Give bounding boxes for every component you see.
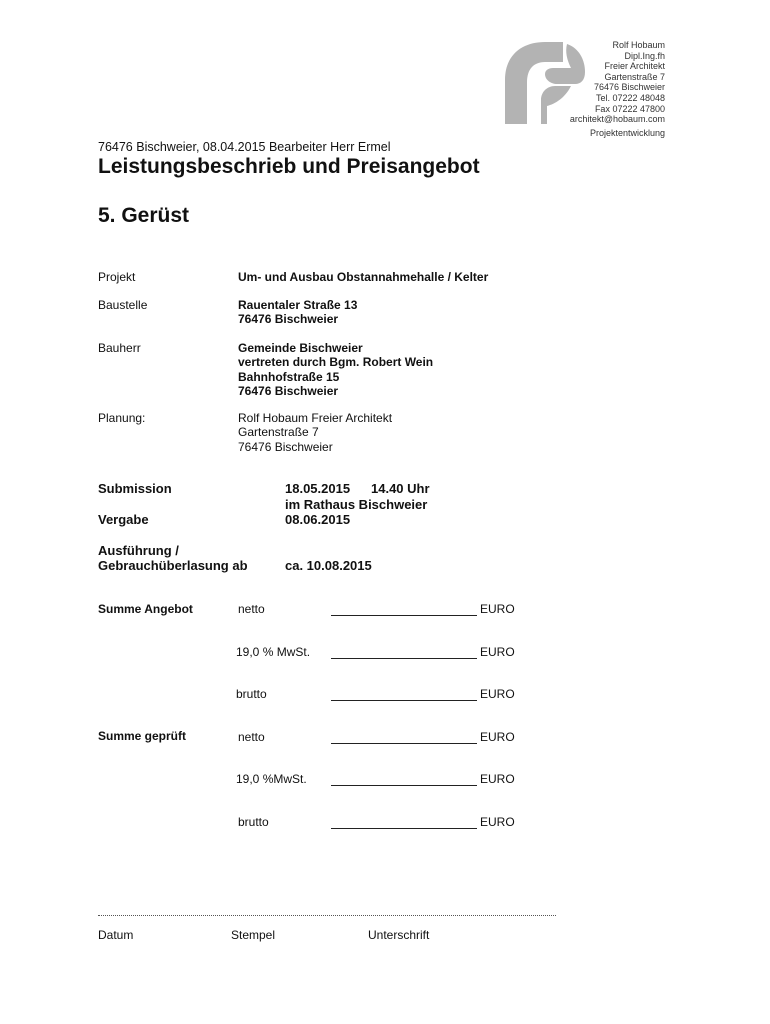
projekt-value: Um- und Ausbau Obstannahmehalle / Kelter (238, 270, 489, 284)
letterhead-line: Gartenstraße 7 (604, 71, 665, 82)
vergabe-date: 08.06.2015 (285, 512, 351, 527)
planung-label: Planung: (98, 411, 146, 425)
planung-line: 76476 Bischweier (238, 439, 333, 454)
baustelle-line: Rauentaler Straße 13 (238, 298, 358, 312)
angebot-netto-currency: EURO (480, 602, 515, 616)
datum-label: Datum (98, 928, 134, 942)
letterhead-line: Dipl.Ing.fh (624, 50, 665, 61)
projekt-label: Projekt (98, 270, 136, 284)
letterhead-line: Freier Architekt (604, 61, 665, 72)
angebot-mwst-currency: EURO (480, 645, 515, 659)
angebot-mwst-label: 19,0 % MwSt. (236, 645, 311, 659)
bauherr-value (238, 341, 433, 398)
bauherr-line: Bahnhofstraße 15 (238, 369, 340, 384)
bauherr-line: 76476 Bischweier (238, 383, 339, 398)
unterschrift-label: Unterschrift (368, 928, 430, 942)
vergabe-label: Vergabe (98, 512, 149, 527)
geprueft-netto-label: netto (238, 730, 265, 744)
bauherr-line: Gemeinde Bischweier (238, 341, 363, 355)
ausfuehrung-label: Ausführung / (98, 543, 179, 558)
geprueft-mwst-field[interactable] (331, 785, 477, 786)
ausfuehrung-label-2: Gebrauchüberlasung ab (98, 558, 248, 573)
ausfuehrung-date: ca. 10.08.2015 (285, 558, 372, 573)
baustelle-value (238, 298, 357, 327)
letterhead-line: Fax 07222 47800 (594, 103, 665, 114)
letterhead-line: 76476 Bischweier (593, 82, 665, 93)
submission-time: 14.40 Uhr (371, 481, 430, 496)
date-line: 76476 Bischweier, 08.04.2015 Bearbeiter Herr Ermel (98, 140, 391, 154)
letterhead-line: architekt@hobaum.com (569, 114, 665, 125)
planung-value (238, 411, 392, 454)
planung-line: Rolf Hobaum Freier Architekt (238, 411, 393, 425)
submission-date: 18.05.2015 (285, 481, 351, 496)
summe-geprueft-label: Summe geprüft (98, 729, 187, 743)
angebot-netto-label: netto (238, 602, 265, 616)
planung-line: Gartenstraße 7 (238, 425, 319, 440)
geprueft-netto-field[interactable] (331, 743, 477, 744)
geprueft-netto-currency: EURO (480, 730, 515, 744)
stempel-label: Stempel (231, 928, 276, 942)
angebot-brutto-field[interactable] (331, 700, 477, 701)
baustelle-line: 76476 Bischweier (238, 312, 339, 327)
document-title: Leistungsbeschrieb und Preisangebot (98, 155, 480, 178)
baustelle-label: Baustelle (98, 298, 148, 312)
bauherr-line: vertreten durch Bgm. Robert Wein (238, 355, 434, 370)
signature-line[interactable] (98, 915, 556, 916)
bauherr-label: Bauherr (98, 341, 141, 355)
angebot-netto-field[interactable] (331, 615, 477, 616)
geprueft-brutto-currency: EURO (480, 815, 515, 829)
letterhead-line: Tel. 07222 48048 (595, 92, 665, 103)
submission-place: im Rathaus Bischweier (285, 497, 428, 512)
angebot-brutto-currency: EURO (480, 687, 515, 701)
geprueft-mwst-label: 19,0 %MwSt. (236, 772, 307, 786)
geprueft-brutto-label: brutto (238, 815, 269, 829)
summe-angebot-label: Summe Angebot (98, 602, 193, 616)
angebot-mwst-field[interactable] (331, 658, 477, 659)
section-title: 5. Gerüst (98, 204, 190, 227)
geprueft-mwst-currency: EURO (480, 772, 515, 786)
geprueft-brutto-field[interactable] (331, 828, 477, 829)
submission-label: Submission (98, 481, 172, 496)
letterhead-line: Rolf Hobaum (612, 40, 665, 50)
letterhead-address (570, 40, 665, 125)
letterhead-subline: Projektentwicklung (589, 128, 665, 138)
angebot-brutto-label: brutto (236, 687, 267, 701)
